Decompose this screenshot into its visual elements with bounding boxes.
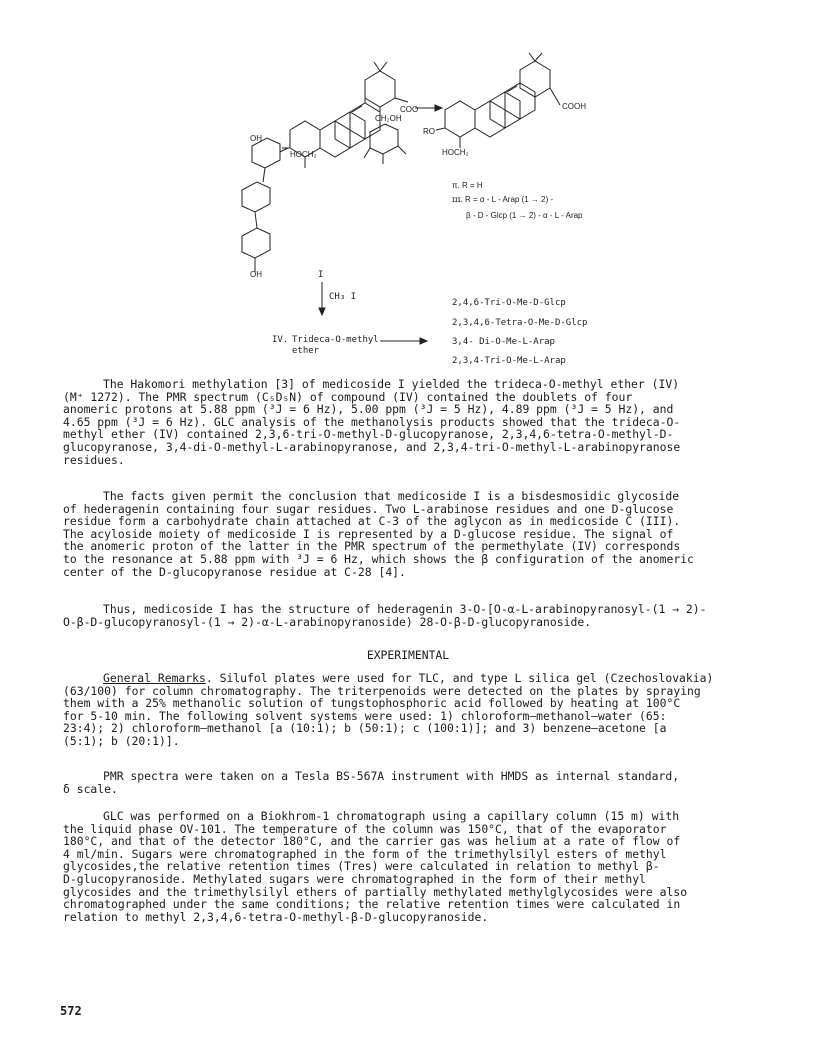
ch2oh-label: CH₂OH: [375, 114, 402, 123]
page-number: 572: [60, 1004, 82, 1018]
cooh-label: COOH: [562, 102, 586, 111]
text-line: chromatographed under the same conditions; the relative retention times were calculated in: [63, 897, 681, 912]
text-line: residue form a carbohydrate chain attached at C-3 of the aglycon as in medicoside C (III).: [63, 514, 681, 529]
paragraph-methylation: [63, 378, 763, 466]
text-line: The Hakomori methylation [3] of medicoside I yielded the trideca-O-methyl ether (IV): [103, 377, 680, 391]
text-line: D-glucopyranoside. Methylated sugars were chromatographed in the form of their methyl: [63, 871, 646, 886]
legend-line-2: ɪɪɪ. R = α - L - Arap (1 → 2) -: [452, 195, 554, 204]
text-line: glycosides and the trimethylsilyl ethers of partially methylated methylglycosides were also: [63, 884, 688, 899]
text-line: glucopyranose, 3,4-di-O-methyl-L-arabinopyranose, and 2,3,4-tri-O-methyl-L-arabinopyranose: [63, 439, 681, 454]
text-line: (63/100) for column chromatography. The triterpenoids were detected on the plates by spraying: [63, 683, 701, 698]
arrow-head-down: [319, 308, 325, 315]
arrow-head-products: [420, 338, 427, 344]
text-line: residues.: [63, 452, 125, 467]
paragraph-glc: [63, 810, 763, 923]
product-3: 3,4- Di-O-Me-L-Arap: [452, 337, 555, 347]
text-line: 4 ml/min. Sugars were chromatographed in the form of the trimethylsilyl esters of methyl: [63, 846, 667, 861]
text-line: methyl ether (IV) contained 2,3,6-tri-O-methyl-D-glucopyranose, 2,3,4,6-tetra-O-methyl-D-: [63, 427, 674, 442]
text-line: glycosides,the relative retention times (Tres) were calculated in relation to methyl β-: [63, 859, 660, 874]
text-line: for 5-10 min. The following solvent systems were used: 1) chloroform—methanol—water (65:: [63, 708, 667, 723]
paragraph-pmr: [63, 770, 763, 795]
text-line: Thus, medicoside I has the structure of hederagenin 3-O-[O-α-L-arabinopyranosyl-(1 → 2)-: [103, 602, 707, 616]
paragraph-general-remarks: [63, 672, 763, 748]
text-line: PMR spectra were taken on a Tesla BS-567A instrument with HMDS as internal standard,: [103, 769, 680, 783]
text-line: 180°C, and that of the detector 180°C, and the carrier gas was helium at a rate of flow of: [63, 834, 681, 849]
compound-iv-number: IV.: [272, 335, 289, 345]
text-line: the anomeric proton of the latter in the PMR spectrum of the permethylate (IV) corresponds: [63, 539, 681, 554]
oh-label: OH: [250, 134, 262, 143]
arrow-start-label: I: [318, 270, 324, 280]
product-4: 2,3,4-Tri-O-Me-L-Arap: [452, 356, 566, 366]
sugar-chain-rings: [242, 138, 288, 272]
text-line: [63, 672, 763, 685]
arrow-head-top: [435, 105, 442, 111]
general-remarks-title: General Remarks: [103, 671, 206, 685]
text-line: of hederagenin containing four sugar residues. Two L-arabinose residues and one D-glucose: [63, 501, 674, 516]
legend-line-1: π. R = H: [452, 181, 483, 190]
text-line: (5:1); b (20:1)].: [63, 733, 180, 748]
compound-iv-name-2: ether: [292, 346, 320, 356]
right-aglycon-skeleton: [436, 53, 560, 148]
text-line: them with a 25% methanolic solution of tungstophosphoric acid followed by heating at 100°C: [63, 696, 681, 711]
oh-lower-label: OH: [250, 270, 262, 279]
text-line: GLC was performed on a Biokhrom-1 chromatograph using a capillary column (15 m) with: [103, 809, 680, 823]
text-line: The acyloside moiety of medicoside I is represented by a D-glucose residue. The signal of: [63, 526, 674, 541]
paragraph-conclusion: [63, 490, 763, 578]
text-line: relation to methyl 2,3,4,6-tetra-O-methyl-β-D-glucopyranoside.: [63, 909, 489, 924]
text-line: 23:4); 2) chloroform—methanol [a (10:1); b (50:1); c (100:1)]; and 3) benzene—acetone [a: [63, 721, 667, 736]
c28-glucose-ring: [364, 124, 406, 164]
text-line: anomeric protons at 5.88 ppm (³J = 6 Hz), 5.00 ppm (³J = 5 Hz), 4.89 ppm (³J = 5 Hz), and: [63, 402, 674, 417]
text-line: The facts given permit the conclusion that medicoside I is a bisdesmosidic glycoside: [103, 489, 680, 503]
ro-label: RO: [423, 127, 435, 136]
reaction-scheme: [230, 50, 610, 365]
text-line: the liquid phase OV-101. The temperature of the column was 150°C, that of the evaporator: [63, 821, 667, 836]
reagent-label: CH₃ I: [329, 292, 357, 302]
general-remarks-first-line: . Silufol plates were used for TLC, and type L silica gel (Czechoslovakia): [205, 671, 714, 685]
text-line: δ scale.: [63, 781, 118, 796]
coo-label: COO: [400, 105, 419, 114]
compound-iv-name-1: Trideca-O-methyl: [292, 335, 379, 345]
product-1: 2,4,6-Tri-O-Me-D-Glcp: [452, 298, 566, 308]
hoch2-left-label: HOCH₂: [290, 150, 317, 159]
paragraph-structure: [63, 603, 763, 628]
legend-line-3: β - D - Glcp (1 → 2) - α - L - Arap: [466, 211, 583, 220]
product-2: 2,3,4,6-Tetra-O-Me-D-Glcp: [452, 318, 588, 328]
text-line: O-β-D-glucopyranosyl-(1 → 2)-α-L-arabinopyranoside) 28-O-β-D-glucopyranoside.: [63, 614, 592, 629]
text-line: to the resonance at 5.88 ppm with ³J = 6 Hz, which shows the β configuration of the anomeric: [63, 551, 694, 566]
text-line: (M⁺ 1272). The PMR spectrum (C₅D₅N) of compound (IV) contained the doublets of four: [63, 389, 633, 404]
text-line: center of the D-glucopyranose residue at C-28 [4].: [63, 564, 406, 579]
section-heading: EXPERIMENTAL: [366, 648, 450, 662]
hoch2-right-label: HOCH₂: [442, 148, 469, 157]
text-line: 4.65 ppm (³J = 6 Hz). GLC analysis of the methanolysis products showed that the trideca-O-: [63, 414, 681, 429]
